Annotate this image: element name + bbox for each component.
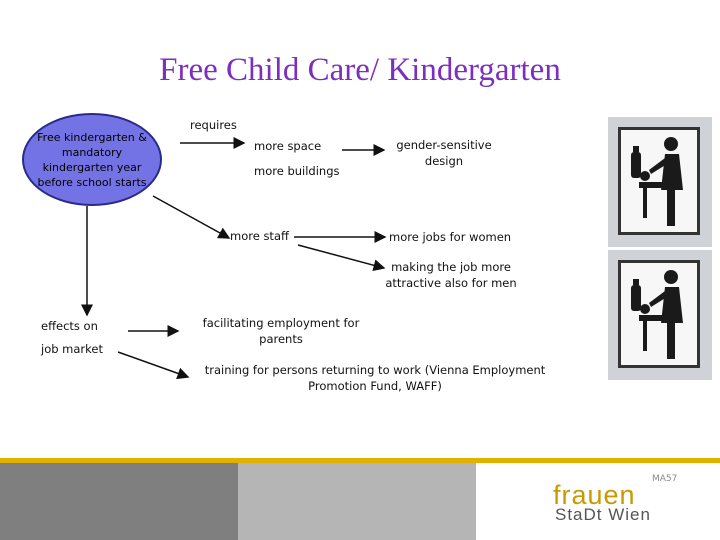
baby-changing-icon [621, 130, 697, 232]
label-training: training for persons returning to work (Vienna Employment Promotion Fund, WAFF) [204, 363, 546, 393]
logo-department: MA57 [652, 474, 678, 484]
logo-brand: frauen [553, 480, 636, 510]
label-more-staff: more staff [230, 229, 289, 243]
label-more-jobs: more jobs for women [389, 230, 512, 244]
arrow-to-staff [153, 196, 229, 238]
footer-band-dark [0, 463, 238, 540]
sign-frame [618, 127, 700, 235]
sign-frame [618, 260, 700, 368]
label-more-buildings: more buildings [254, 164, 340, 178]
page-title: Free Child Care/ Kindergarten [159, 52, 561, 88]
label-requires: requires [190, 118, 237, 132]
label-more-space: more space [254, 139, 322, 153]
logo-city: StaDt Wien [555, 505, 651, 524]
label-facilitating: facilitating employment for parents [202, 316, 360, 346]
center-node-label: Free kindergarten & mandatory kindergarten year before school starts [37, 130, 147, 189]
arrow-to-training [118, 352, 188, 377]
baby-changing-sign-photo [608, 117, 712, 247]
label-effects-on: effects on [41, 319, 98, 333]
label-attractive-men: making the job more attractive also for men [385, 260, 517, 290]
label-gender-sensitive: gender-sensitive design [396, 138, 492, 168]
label-job-market: job market [41, 342, 103, 356]
footer-band-light [238, 463, 476, 540]
arrow-to-attractive [298, 245, 384, 268]
baby-changing-icon [621, 263, 697, 365]
baby-changing-sign-photo-2 [608, 250, 712, 380]
